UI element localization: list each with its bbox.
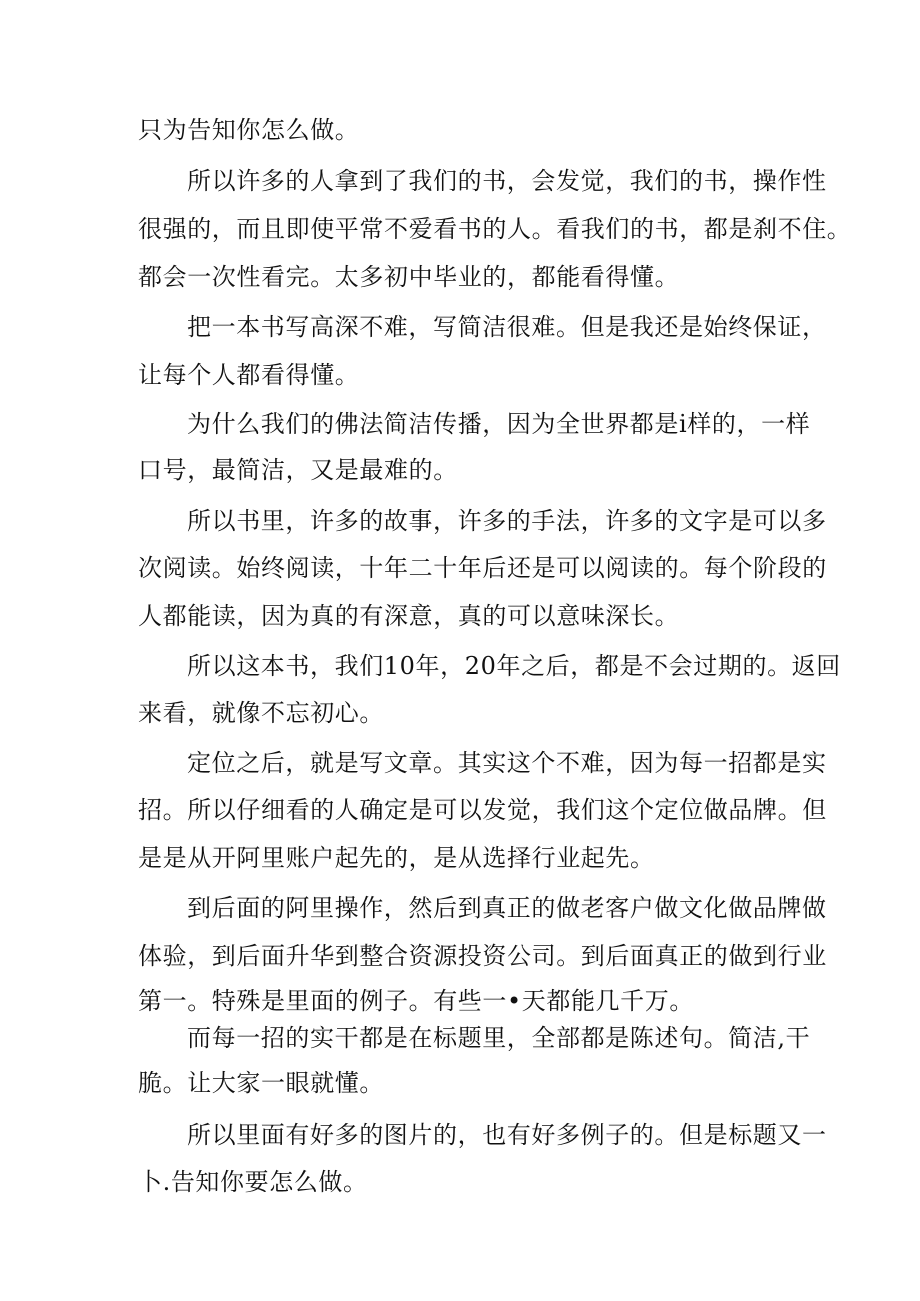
- text-line: 把一本书写高深不难，写简洁很难。但是我还是始终保证，: [187, 313, 827, 341]
- text-line: 所以许多的人拿到了我们的书，会发觉，我们的书，操作性: [187, 167, 827, 195]
- text-line: 定位之后，就是写文章。其实这个不难，因为每一招都是实: [187, 749, 827, 777]
- text-line: 所以里面有好多的图片的，也有好多例子的。但是标题又一: [187, 1121, 827, 1149]
- text-line: 是是从开阿里账户起先的，是从选择行业起先。: [138, 844, 655, 872]
- text-line: 到后面的阿里操作，然后到真正的做老客户做文化做品牌做: [187, 894, 827, 922]
- text-line: 都会一次性看完。太多初中毕业的，都能看得懂。: [138, 263, 680, 291]
- text-line: 很强的，而且即使平常不爱看书的人。看我们的书，都是刹不住。: [138, 215, 852, 243]
- text-line: 只为告知你怎么做。: [138, 116, 360, 144]
- text-line: 所以书里，许多的故事，许多的手法，许多的文字是可以多: [187, 507, 827, 535]
- text-line: 而每一招的实干都是在标题里，全部都是陈述句。简洁,干: [187, 1024, 811, 1052]
- text-line: 次阅读。始终阅读，十年二十年后还是可以阅读的。每个阶段的: [138, 554, 827, 582]
- text-line: 人都能读，因为真的有深意，真的可以意味深长。: [138, 602, 680, 630]
- text-line: 体验，到后面升华到整合资源投资公司。到后面真正的做到行业: [138, 942, 827, 970]
- text-line: 为什么我们的佛法简洁传播，因为全世界都是i样的，一样: [187, 410, 811, 438]
- text-line: 第一。特殊是里面的例子。有些一•天都能几千万。: [138, 987, 694, 1015]
- text-line: 来看，就像不忘初心。: [138, 699, 384, 727]
- text-line: 招。所以仔细看的人确定是可以发觉，我们这个定位做品牌。但: [138, 796, 827, 824]
- text-line: 口号，最简洁，又是最难的。: [138, 456, 458, 484]
- text-line: 让每个人都看得懂。: [138, 361, 360, 389]
- text-line: 脆。让大家一眼就懂。: [138, 1069, 384, 1097]
- text-line: 卜.告知你要怎么做。: [138, 1168, 368, 1196]
- text-line: 所以这本书，我们10年，20年之后，都是不会过期的。返回: [187, 652, 841, 680]
